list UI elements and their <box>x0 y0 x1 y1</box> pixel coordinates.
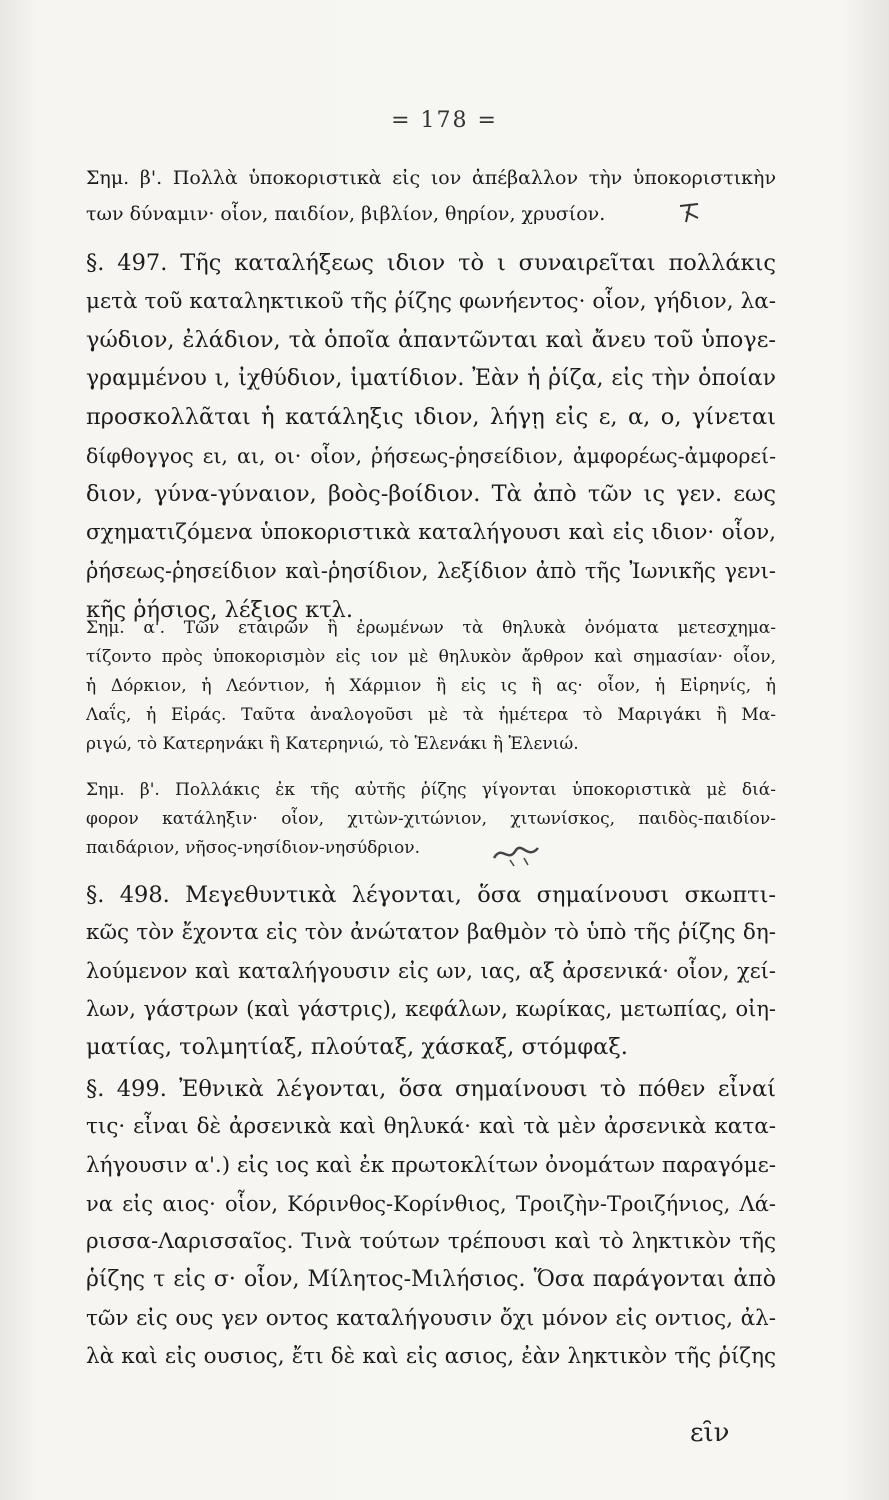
catchword: ει̑ν <box>690 1418 730 1448</box>
note-beta <box>86 776 776 863</box>
section-499-line: ρισσα-Λαρισσαῖος. Τινὰ τούτων τρέπουσι καὶ τὸ ληκτικὸν τῆς <box>86 1229 776 1255</box>
ink-doodle-icon <box>490 838 544 868</box>
note-top-line: των δύναμιν· οἷον, παιδίον, βιβλίον, θηρίον, χρυσίον. <box>86 203 606 225</box>
note-alpha-line: Σημ. α'. Τῶν εταιρῶν ἢ ἐρωμένων τὰ θηλυκὰ ὀνόματα μετεσχημα- <box>86 618 776 638</box>
section-497-line: μετὰ τοῦ καταληκτικοῦ τῆς ῥίζης φωνήεντος· οἷον, γήδιον, λα- <box>86 288 776 314</box>
section-499-line: να εἰς αιος· οἷον, Κόρινθος-Κορίνθιος, Τροιζὴν-Τροιζήνιος, Λά- <box>86 1191 776 1216</box>
section-499-line: λὰ καὶ εἰς ουσιος, ἔτι δὲ καὶ εἰς ασιος, ἐὰν ληκτικὸν τῆς ῥίζης <box>86 1344 776 1370</box>
section-498 <box>86 876 776 1066</box>
page-number: = 178 = <box>391 108 498 133</box>
section-497-line: γραμμένου ι, ἰχθύδιον, ἱματίδιον. Ἐὰν ἡ ῥίζα, εἰς τὴν ὁποίαν <box>86 365 776 391</box>
section-497-line: δίφθογγος ει, αι, οι· οἷον, ῥήσεως-ῥησείδιον, ἀμφορέως-ἀμφορεί- <box>86 443 776 468</box>
note-alpha-line: τίζοντο πρὸς ὑποκορισμὸν εἰς ιον μὲ θηλυκὸν ἄρθρον καὶ σημασίαν· οἷον, <box>86 647 776 667</box>
section-498-line: λων, γάστρων (καὶ γάστρις), κεφάλων, κωρίκας, μετωπίας, οἰη- <box>86 997 776 1021</box>
note-alpha <box>86 614 776 759</box>
section-497-line: γώδιον, ἐλάδιον, τὰ ὁποῖα ἀπαντῶνται καὶ ἄνευ τοῦ ὑπογε- <box>86 327 776 353</box>
section-499-line: ῥίζης τ εἰς σ· οἷον, Μίλητος-Μιλήσιος. Ὅσα παράγονται ἀπὸ <box>86 1267 776 1293</box>
section-498-line: κῶς τὸν ἔχοντα εἰς τὸν ἀνώτατον βαθμὸν τὸ ὑπὸ τῆς ῥίζης δη- <box>86 920 776 945</box>
section-499-line: §. 499. Ἐθνικὰ λέγονται, ὅσα σημαίνουσι τὸ πόθεν εἶναί <box>86 1076 776 1102</box>
section-497-line: διον, γύνα-γύναιον, βοὸς-βοίδιον. Τὰ ἀπὸ τῶν ις γεν. εως <box>86 481 776 507</box>
note-alpha-line: Λαΐς, ἡ Εἰράς. Ταῦτα ἀναλογοῦσι μὲ τὰ ἡμέτερα τὸ Μαριγάκι ἢ Μα- <box>86 705 776 725</box>
note-beta-line: παιδάριον, νῆσος-νησίδιον-νησύδριον. <box>86 838 421 858</box>
section-499-line: τῶν εἰς ους γεν οντος καταλήγουσιν ὄχι μόνον εἰς οντιος, ἀλ- <box>86 1305 776 1331</box>
section-497-line: κῆς ῥήσιος, λέξιος κτλ. <box>86 596 353 623</box>
note-beta-line: Σημ. β'. Πολλάκις ἐκ τῆς αὐτῆς ῥίζης γίγονται ὑποκοριστικὰ μὲ διά- <box>86 780 776 800</box>
note-alpha-line: ἡ Δόρκιον, ἡ Λεόντιον, ἡ Χάρμιον ἢ εἰς ις ἢ ας· οἷον, ἡ Εἰρηνίς, ἡ <box>86 676 776 696</box>
section-497-line: §. 497. Τῆς καταλήξεως ιδιον τὸ ι συναιρεῖται πολλάκις <box>86 250 776 276</box>
section-497-line: σχηματιζόμενα ὑποκοριστικὰ καταλήγουσι καὶ εἰς ιδιον· οἷον, <box>86 519 776 545</box>
pencil-mark-icon <box>676 200 704 226</box>
section-498-line: ματίας, τολμητίαξ, πλούταξ, χάσκαξ, στόμφαξ. <box>86 1034 628 1060</box>
section-497-line: προσκολλᾶται ἡ κατάληξις ιδιον, λήγῃ εἰς ε, α, ο, γίνεται <box>86 404 776 430</box>
section-497 <box>86 244 776 629</box>
section-498-line: λούμενον καὶ καταλήγουσιν εἰς ων, ιας, αξ ἀρσενικά· οἷον, χεί- <box>86 959 776 983</box>
note-top <box>86 160 776 232</box>
note-top-line: Σημ. β'. Πολλὰ ὑποκοριστικὰ εἰς ιον ἀπέβαλλον τὴν ὑποκοριστικὴν <box>86 167 776 189</box>
note-alpha-line: ριγώ, τὸ Κατερηνάκι ἢ Κατερηνιώ, τὸ Ἑλενάκι ἢ Ἑλενιώ. <box>86 734 579 754</box>
section-499 <box>86 1070 776 1376</box>
section-499-line: λήγουσιν α'.) εἰς ιος καὶ ἐκ πρωτοκλίτων ὀνομάτων παραγόμε- <box>86 1152 776 1178</box>
section-499-line: τις· εἶναι δὲ ἀρσενικὰ καὶ θηλυκά· καὶ τὰ μὲν ἀρσενικὰ κατα- <box>86 1114 776 1140</box>
section-497-line: ῥήσεως-ῥησείδιον καὶ-ῥησίδιον, λεξίδιον ἀπὸ τῆς Ἰωνικῆς γενι- <box>86 559 776 583</box>
section-498-line: §. 498. Μεγεθυντικὰ λέγονται, ὅσα σημαίνουσι σκωπτι- <box>86 882 776 908</box>
note-beta-line: φορον κατάληξιν· οἷον, χιτὼν-χιτώνιον, χιτωνίσκος, παιδὸς-παιδίον- <box>86 809 776 829</box>
